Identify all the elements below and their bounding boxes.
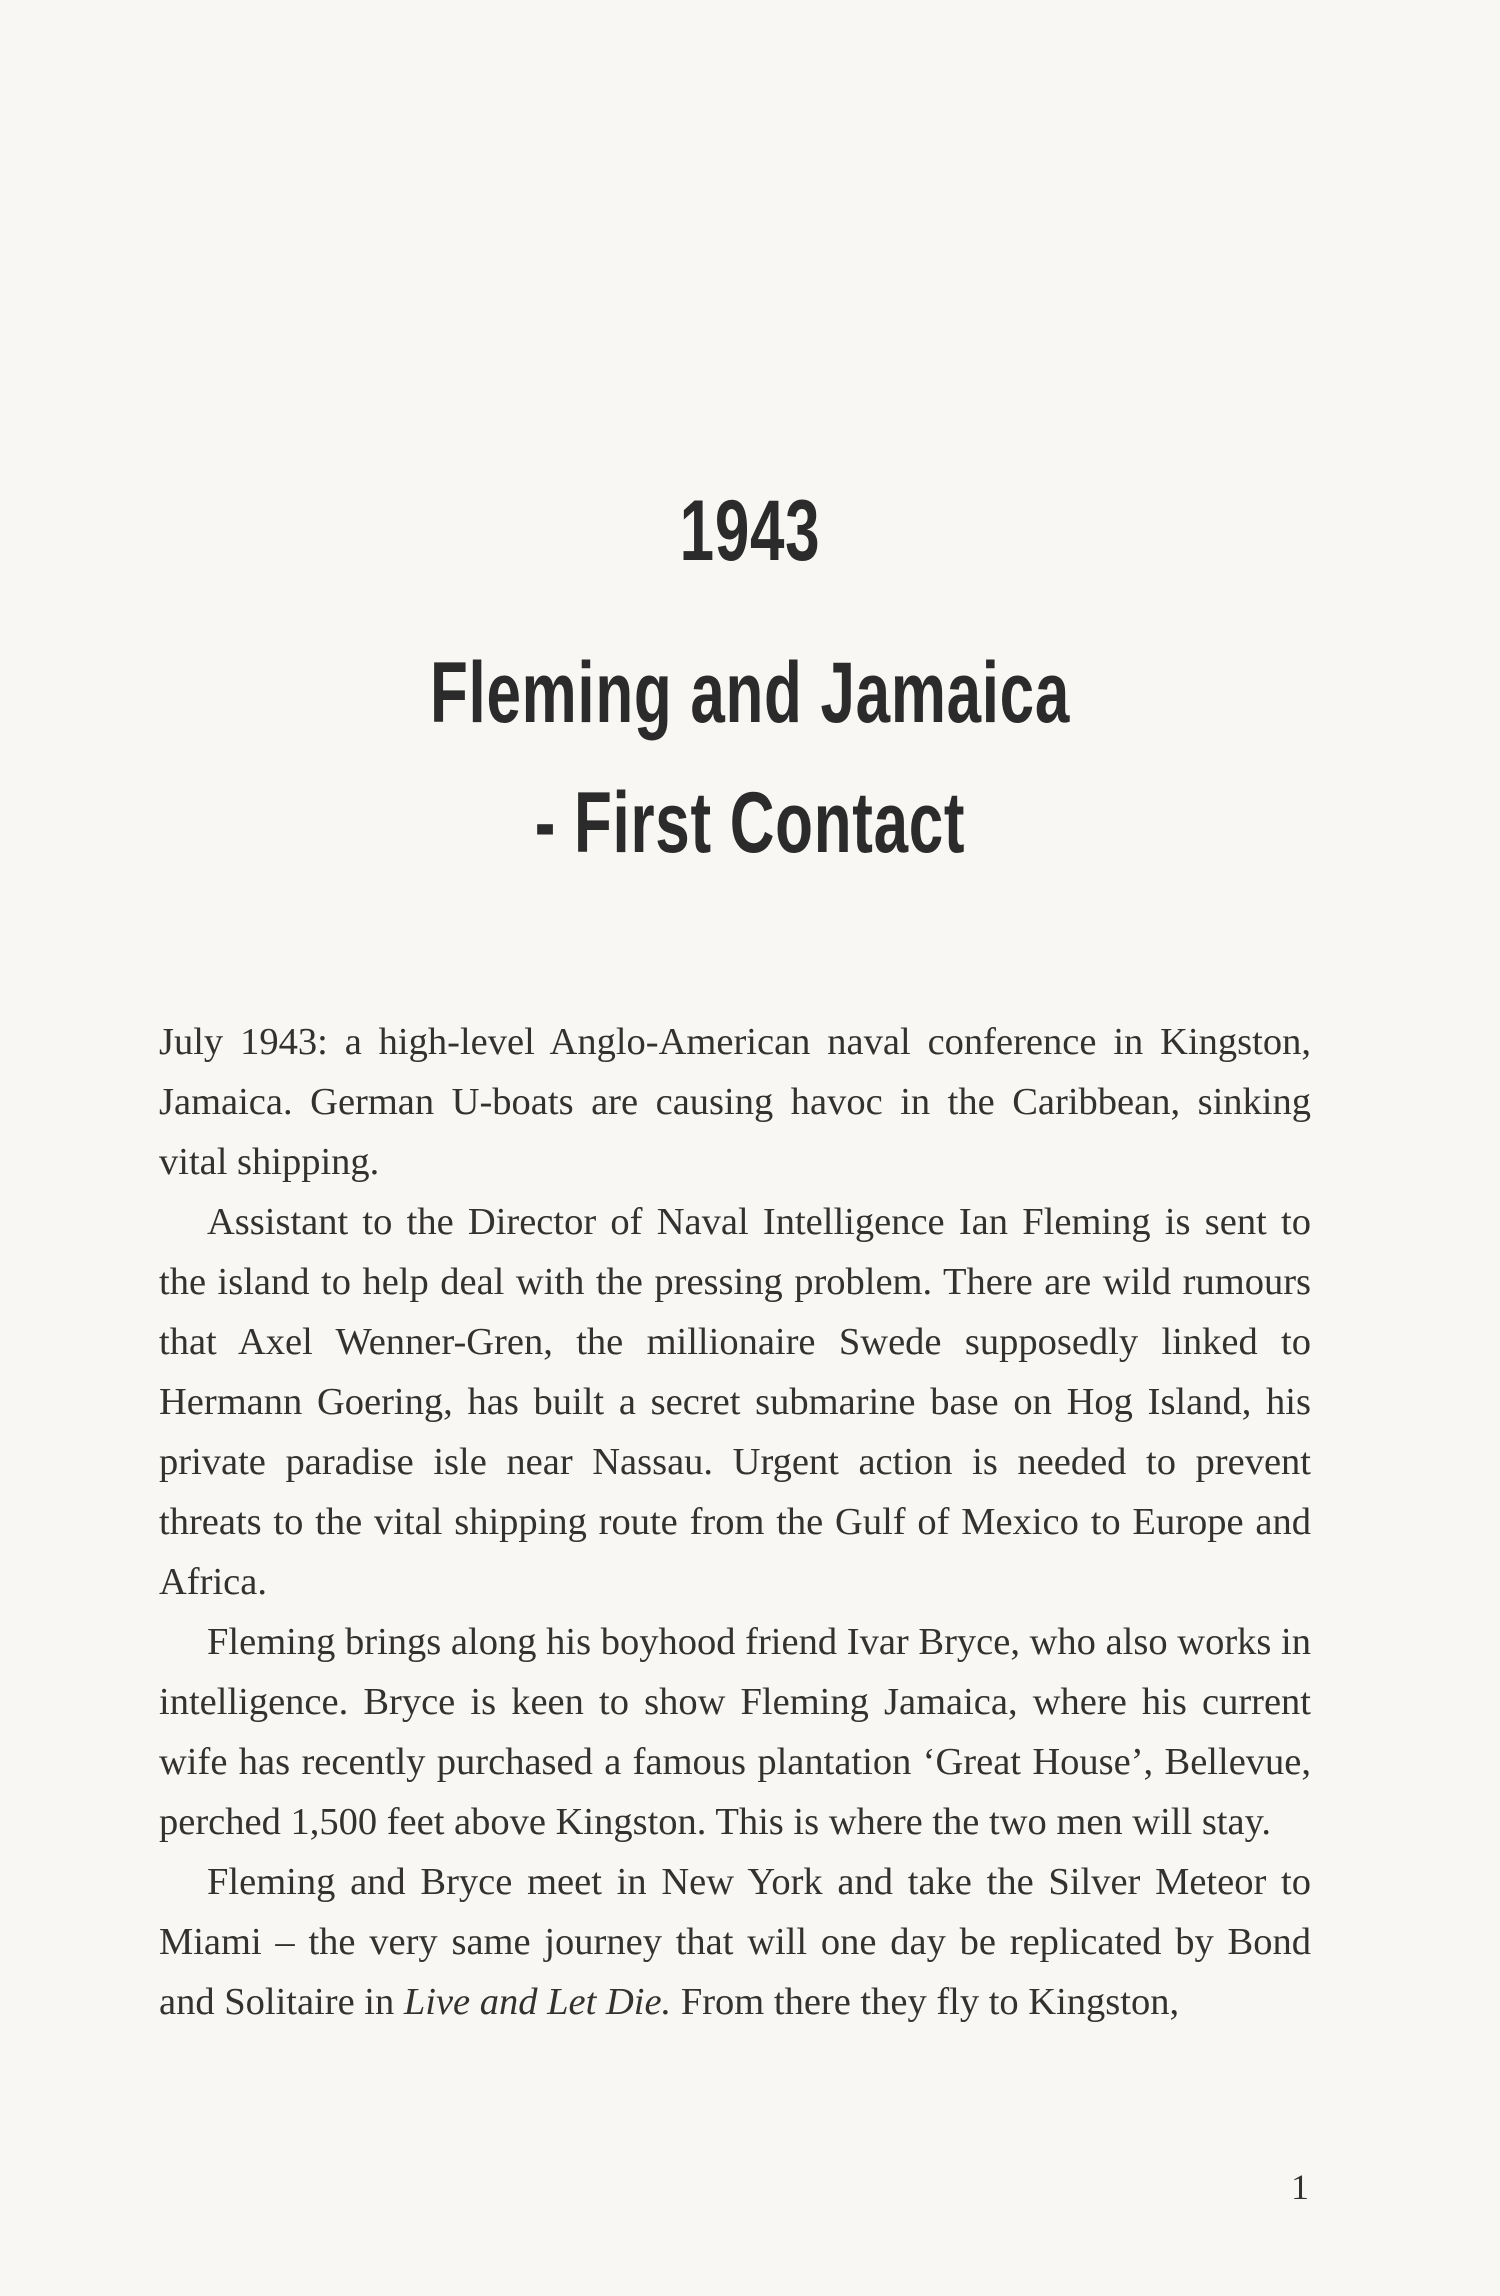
paragraph-4-text-start: Fleming and Bryce meet in New York and take the Silver Meteor to Miami – the very same journey that will one day be replicated by Bond and Solitaire in (159, 1861, 1311, 2023)
chapter-year: 1943 (679, 483, 821, 579)
chapter-title-line-2: - First Contact (534, 775, 966, 871)
paragraph-1: July 1943: a high-level Anglo-American naval conference in Kingston, Jamaica. German U-boats are causing havoc in the Caribbean, sinking vital shipping. (159, 1021, 1311, 1183)
paragraph-4 (159, 1852, 1311, 2032)
chapter-body (159, 1012, 1311, 2032)
paragraph-2: Assistant to the Director of Naval Intelligence Ian Fleming is sent to the island to help deal with the pressing problem. There are wild rumours that Axel Wenner-Gren, the millionaire Swede supposedly linked to Hermann Goering, has built a secret submarine base on Hog Island, his private paradise isle near Nassau. Urgent action is needed to prevent threats to the vital shipping route from the Gulf of Mexico to Europe and Africa. (159, 1201, 1311, 1603)
paragraph-4-text-end: From there they fly to Kingston, (671, 1981, 1180, 2023)
page-number: 1 (1291, 2167, 1309, 2207)
chapter-title-line-1: Fleming and Jamaica (430, 645, 1070, 741)
paragraph-3: Fleming brings along his boyhood friend Ivar Bryce, who also works in intelligence. Bryce is keen to show Fleming Jamaica, where his current wife has recently purchased a famous plantation ‘Great House’, Bellevue, perched 1,500 feet above Kingston. This is where the two men will stay. (159, 1621, 1311, 1843)
book-title-live-and-let-die: Live and Let Die. (403, 1981, 672, 2023)
